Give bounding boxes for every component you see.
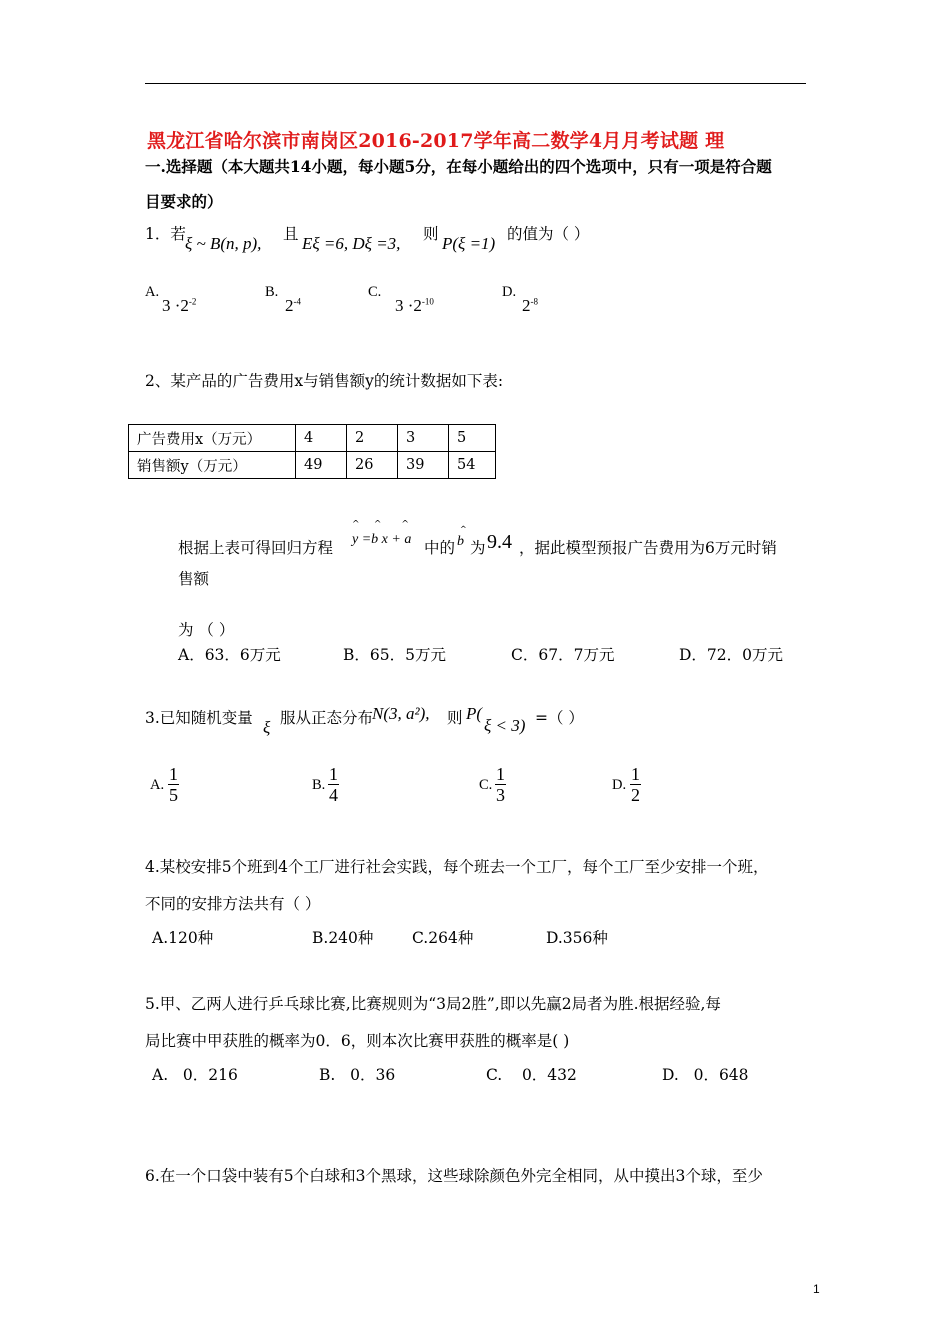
q1-option-c-value: $3 \cdot 2^{-10}$ [395, 296, 434, 315]
q5-option-a: A. 0．216 [152, 1066, 238, 1084]
q5-line1: 5.甲、乙两人进行乒乓球比赛,比赛规则为“3局2胜”,即以先赢2局者为胜.根据经验,每 [145, 995, 721, 1013]
table-cell: 4 [296, 425, 347, 452]
q2-b-value: 9.4 [487, 531, 512, 553]
q3-xi: ξ [263, 718, 271, 737]
q3-option-c-label: C. [479, 777, 493, 793]
q2-option-b: B．65．5万元 [343, 646, 446, 664]
q1-option-c-label: C. [368, 284, 382, 300]
q3-p-open: P( [466, 704, 483, 723]
q2-option-d: D．72．0万元 [679, 646, 784, 664]
q4-line1: 4.某校安排5个班到4个工厂进行社会实践，每个班去一个工厂，每个工厂至少安排一个班， [145, 858, 769, 876]
q2-line1-c: 为 [470, 539, 486, 557]
table-cell: 54 [449, 452, 496, 479]
q2-option-a: A．63．6万元 [178, 646, 281, 664]
table-cell: 广告费用x（万元） [129, 425, 296, 452]
table-cell: 2 [347, 425, 398, 452]
header-rule [145, 83, 806, 84]
q2-option-c: C．67．7万元 [511, 646, 615, 664]
page-number: 1 [813, 1282, 820, 1296]
q1-expectation-expr: Eξ =6, Dξ =3, [302, 234, 401, 253]
q3-option-b-label: B. [312, 777, 326, 793]
table-cell: 销售额y（万元） [129, 452, 296, 479]
q2-b-hat: ^ [460, 525, 467, 534]
q5-option-c: C. 0．432 [486, 1066, 577, 1084]
q2-line1-a: 根据上表可得回归方程 [178, 539, 334, 557]
section-heading-line2: 目要求的） [145, 192, 223, 211]
q4-option-a: A.120种 [152, 929, 214, 947]
q1-option-b-label: B. [265, 284, 279, 300]
q1-mid1: 且 [283, 225, 299, 243]
table-cell: 3 [398, 425, 449, 452]
q3-prefix: 3.已知随机变量 [145, 709, 253, 727]
q1-mid2: 则 [423, 225, 439, 243]
q5-option-b: B. 0．36 [319, 1066, 396, 1084]
q2-line1-b: 中的 [424, 539, 456, 557]
table-cell: 39 [398, 452, 449, 479]
table-cell: 49 [296, 452, 347, 479]
q2-stem: 2、某产品的广告费用x与销售额y的统计数据如下表: [145, 372, 504, 390]
q1-probability-expr: P(ξ =1) [442, 234, 496, 253]
q3-mid: 服从正态分布 [280, 709, 374, 727]
table-row [129, 425, 496, 452]
q3-option-a-fraction: $\frac{1}{5}$ [169, 764, 178, 805]
q6-line1: 6.在一个口袋中装有5个白球和3个黑球，这些球除颜色外完全相同，从中摸出3个球，至少 [145, 1167, 763, 1185]
q4-line2: 不同的安排方法共有（ ） [145, 895, 321, 913]
q3-option-d-label: D. [612, 777, 627, 793]
q1-prefix: 1．若 [145, 225, 186, 243]
q1-suffix: 的值为（ ） [507, 225, 590, 243]
q2-regression-formula: y =b x + a [352, 532, 412, 547]
q3-option-a-label: A. [150, 777, 165, 793]
q1-option-a-label: A. [145, 284, 160, 300]
document-title: 黑龙江省哈尔滨市南岗区2016-2017学年高二数学4月月考试题 理 [147, 130, 725, 152]
q5-line2: 局比赛中甲获胜的概率为0．6，则本次比赛甲获胜的概率是( ) [145, 1032, 570, 1050]
q3-option-c-fraction: $\frac{1}{3}$ [496, 764, 505, 805]
q3-suffix: =（ ） [535, 709, 584, 727]
q1-option-d-label: D. [502, 284, 517, 300]
q2-line2: 售额 [178, 570, 210, 588]
q1-option-a-value: $3 \cdot 2^{-2}$ [162, 296, 197, 315]
ad-sales-table [128, 424, 496, 479]
q4-option-b: B.240种 [312, 929, 374, 947]
q4-option-c: C.264种 [412, 929, 474, 947]
table-cell: 5 [449, 425, 496, 452]
table-row [129, 452, 496, 479]
q3-option-b-fraction: $\frac{1}{4}$ [329, 764, 338, 805]
q1-binomial-expr: ξ ~ B(n, p), [185, 234, 262, 253]
q1-option-b-value: $2^{-4}$ [285, 296, 301, 315]
q1-option-d-value: $2^{-8}$ [522, 296, 538, 315]
section-heading-line1: 一.选择题（本大题共14小题，每小题5分，在每小题给出的四个选项中，只有一项是符合题 [145, 157, 772, 176]
q2-line3: 为 （ ） [178, 621, 235, 639]
q3-condition: ξ < 3) [484, 716, 526, 735]
table-cell: 26 [347, 452, 398, 479]
q3-option-d-fraction: $\frac{1}{2}$ [631, 764, 640, 805]
q2-line1-d: ，据此模型预报广告费用为6万元时销 [519, 539, 777, 557]
q3-distribution: N(3, a²), [372, 704, 430, 723]
q4-option-d: D.356种 [546, 929, 608, 947]
q5-option-d: D. 0．648 [662, 1066, 749, 1084]
q2-formula-hats: ^ ^ ^ [352, 520, 409, 530]
q3-mid2: 则 [447, 709, 463, 727]
q2-b-symbol: b [457, 534, 464, 549]
